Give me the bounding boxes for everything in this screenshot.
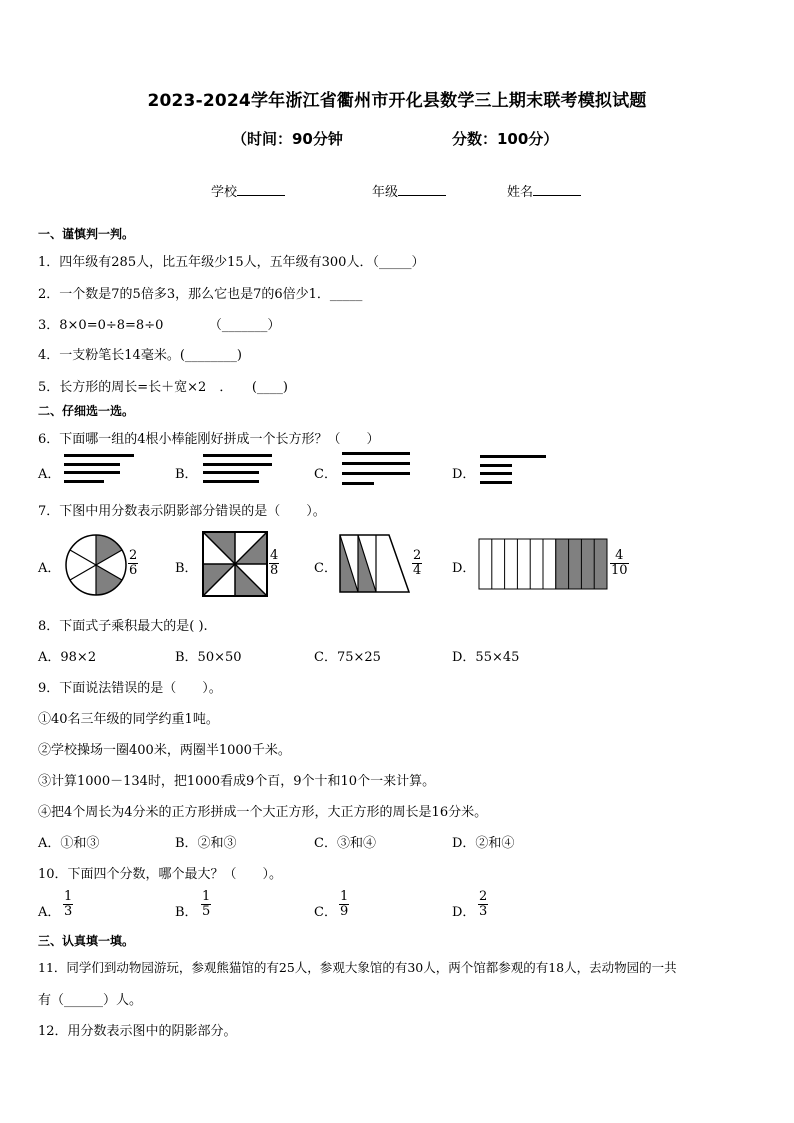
question-7: 7．下图中用分数表示阴影部分错误的是（ ）。 [38,504,326,519]
question-11-line-2: 有（______）人。 [38,993,143,1008]
q7-option-a-fraction [128,549,138,578]
q7-option-d-fraction [610,549,629,578]
q9-option-a[interactable]: A．①和③ [38,836,100,851]
q8-option-c[interactable]: C．75×25 [314,650,381,665]
grade-label: 年级 [372,185,399,200]
question-1: 1．四年级有285人，比五年级少15人，五年级有300人．（_____） [38,255,425,270]
question-3: 3．8×0=0÷8=8÷0 （_______） [38,318,281,333]
q9-option-c[interactable]: C．③和④ [314,836,376,851]
fraction-denominator: 3 [479,904,488,919]
fraction-numerator: 4 [270,548,279,563]
q7-option-c-parallelogram[interactable] [339,534,411,594]
q6-option-b-label: B． [175,467,198,482]
q6-option-d-sticks[interactable] [480,455,550,487]
fraction-denominator: 5 [202,904,211,919]
fraction-numerator: 2 [479,889,488,904]
q10-option-a-label: A． [38,905,61,920]
q7-option-b-label: B． [175,561,198,576]
section-1-heading: 一、谨慎判一判。 [38,227,135,241]
question-8: 8．下面式子乘积最大的是( ). [38,619,208,634]
q8-option-d[interactable]: D．55×45 [452,650,520,665]
q6-option-c-sticks[interactable] [342,452,414,488]
question-4: 4．一支粉笔长14毫米。(________) [38,348,242,363]
q10-option-b-label: B． [175,905,198,920]
q7-option-b-square[interactable] [202,531,268,597]
question-5: 5．长方形的周长=长＋宽×2 ． (____) [38,380,288,395]
q6-option-c-label: C． [314,467,337,482]
q8-option-b[interactable]: B．50×50 [175,650,242,665]
fraction-denominator: 3 [64,904,73,919]
q10-option-d-label: D． [452,905,476,920]
q8-option-a[interactable]: A．98×2 [38,650,97,665]
q6-option-a-sticks[interactable] [64,454,136,488]
name-blank[interactable] [533,183,581,196]
grade-field[interactable] [372,181,446,200]
q9-statement-3: ③计算1000－134时，把1000看成9个百，9个十和10个一来计算。 [38,774,436,789]
question-12: 12．用分数表示图中的阴影部分。 [38,1024,237,1039]
q6-option-a-label: A． [38,467,61,482]
question-2: 2．一个数是7的5倍多3，那么它也是7的6倍少1．_____ [38,287,363,302]
q9-option-d[interactable]: D．②和④ [452,836,515,851]
q9-option-b[interactable]: B．②和③ [175,836,237,851]
q10-option-c-fraction[interactable] [339,890,349,919]
question-11-line-1: 11．同学们到动物园游玩，参观熊猫馆的有25人，参观大象馆的有30人，两个馆都参观的有18人，去动物园的一共 [38,960,677,975]
fraction-numerator: 2 [413,548,422,563]
fraction-denominator: 4 [413,563,422,578]
fraction-numerator: 1 [340,889,349,904]
exam-time: （时间：90分钟 [232,130,343,148]
name-field[interactable] [507,181,581,200]
section-2-heading: 二、仔细选一选。 [38,404,135,418]
question-9: 9．下面说法错误的是（ ）。 [38,681,222,696]
q7-option-a-circle[interactable] [64,533,128,597]
q10-option-d-fraction[interactable] [478,890,488,919]
q6-option-b-sticks[interactable] [203,454,275,488]
q7-option-d-strip[interactable] [478,538,610,590]
school-field[interactable] [211,181,285,200]
q7-option-c-label: C． [314,561,337,576]
fraction-numerator: 4 [615,548,624,563]
fraction-denominator: 9 [340,904,349,919]
q10-option-a-fraction[interactable] [63,890,73,919]
question-6: 6．下面哪一组的4根小棒能刚好拼成一个长方形？（ ） [38,432,380,447]
exam-score: 分数：100分） [452,130,559,148]
q10-option-b-fraction[interactable] [201,890,211,919]
q7-option-b-fraction [269,549,279,578]
school-label: 学校 [211,185,238,200]
q7-option-a-label: A． [38,561,61,576]
question-10: 10．下面四个分数，哪个最大？（ ）。 [38,867,283,882]
fraction-denominator: 6 [129,563,138,578]
grade-blank[interactable] [398,183,446,196]
q10-option-c-label: C． [314,905,337,920]
q6-option-d-label: D． [452,467,476,482]
section-3-heading: 三、认真填一填。 [38,934,135,948]
fraction-denominator: 10 [611,563,628,578]
q7-option-d-label: D． [452,561,476,576]
q9-statement-4: ④把4个周长为4分米的正方形拼成一个大正方形，大正方形的周长是16分米。 [38,805,488,820]
q9-statement-1: ①40名三年级的同学约重1吨。 [38,712,219,727]
page-title: 2023-2024学年浙江省衢州市开化县数学三上期末联考模拟试题 [147,91,647,111]
fraction-numerator: 2 [129,548,138,563]
fraction-numerator: 1 [64,889,73,904]
fraction-denominator: 8 [270,563,279,578]
name-label: 姓名 [507,185,534,200]
q7-option-c-fraction [412,549,422,578]
school-blank[interactable] [237,183,285,196]
fraction-numerator: 1 [202,889,211,904]
q9-statement-2: ②学校操场一圈400米，两圈半1000千米。 [38,743,291,758]
